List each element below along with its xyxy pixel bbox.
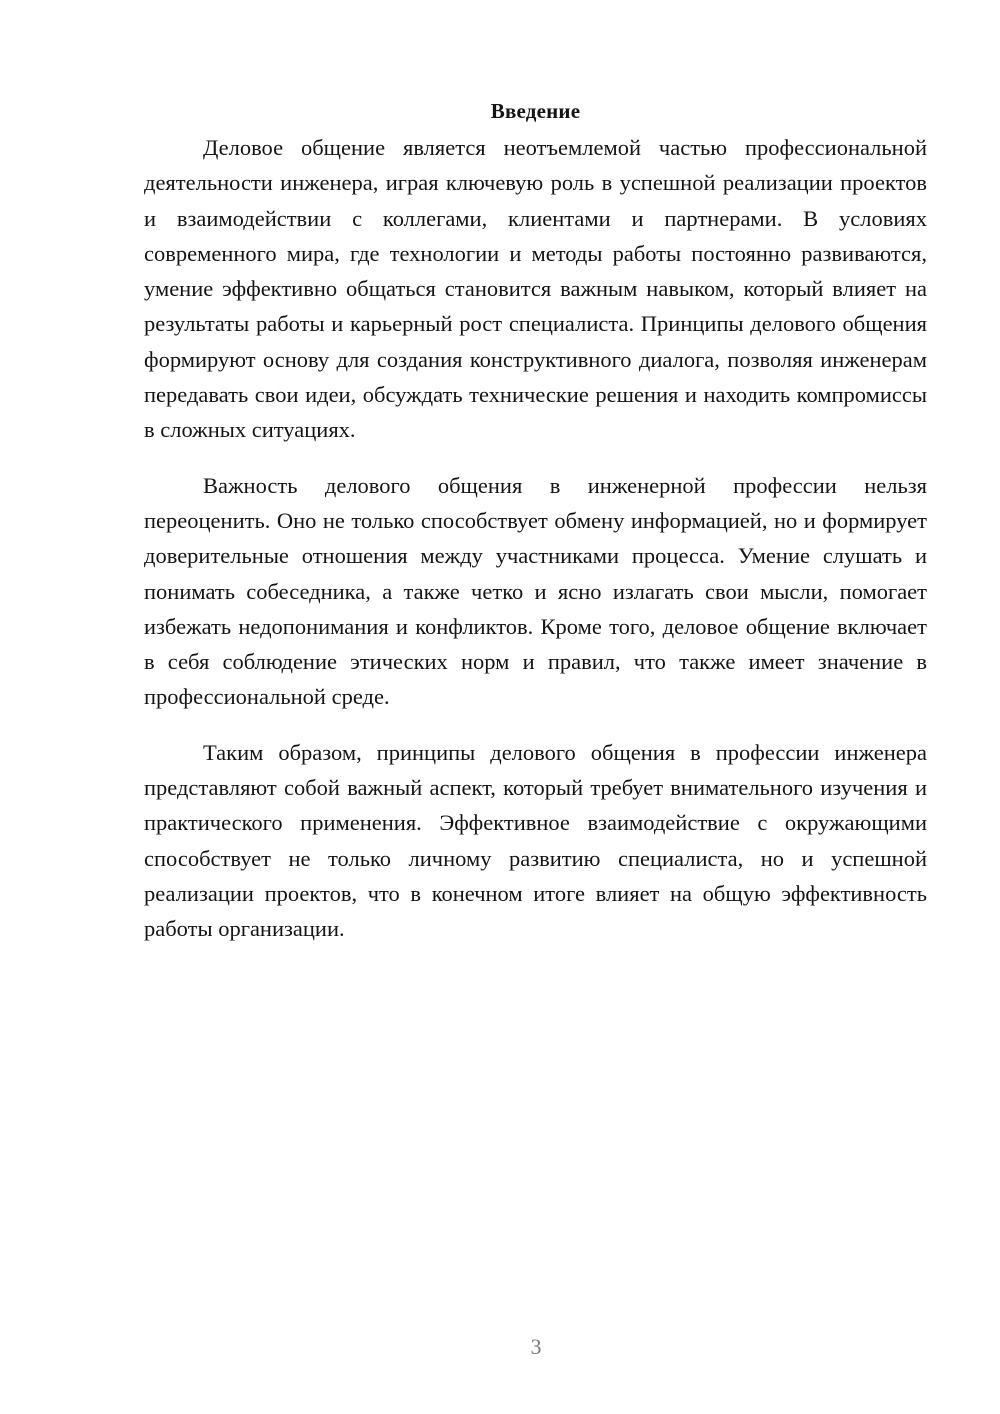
paragraph-1: Деловое общение является неотъемлемой частью профессиональной деятельности инженера, играя ключевую роль в успешной реализации проектов и взаимодействии с коллегами, клиентами и партнерами. В условиях современного мира, где технологии и методы работы постоянно развиваются, умение эффективно общаться становится важным навыком, который влияет на результаты работы и карьерный рост специалиста. Принципы делового общения формируют основу для создания конструктивного диалога, позволяя инженерам передавать свои идеи, обсуждать технические решения и находить компромиссы в сложных ситуациях. <box>144 135 927 443</box>
paragraph-2: Важность делового общения в инженерной профессии нельзя переоценить. Оно не только способствует обмену информацией, но и формирует доверительные отношения между участниками процесса. Умение слушать и понимать собеседника, а также четко и ясно излагать свои мысли, помогает избежать недопонимания и конфликтов. Кроме того, деловое общение включает в себя соблюдение этических норм и правил, что также имеет значение в профессиональной среде. <box>144 472 927 710</box>
page-content <box>144 96 927 947</box>
paragraph-3: Таким образом, принципы делового общения в профессии инженера представляют собой важный аспект, который требует внимательного изучения и практического применения. Эффективное взаимодействие с окружающими способствует не только личному развитию специалиста, но и успешной реализации проектов, что в конечном итоге влияет на общую эффективность работы организации. <box>144 739 927 942</box>
section-title: Введение <box>490 99 581 123</box>
page-number: 3 <box>530 1334 542 1359</box>
